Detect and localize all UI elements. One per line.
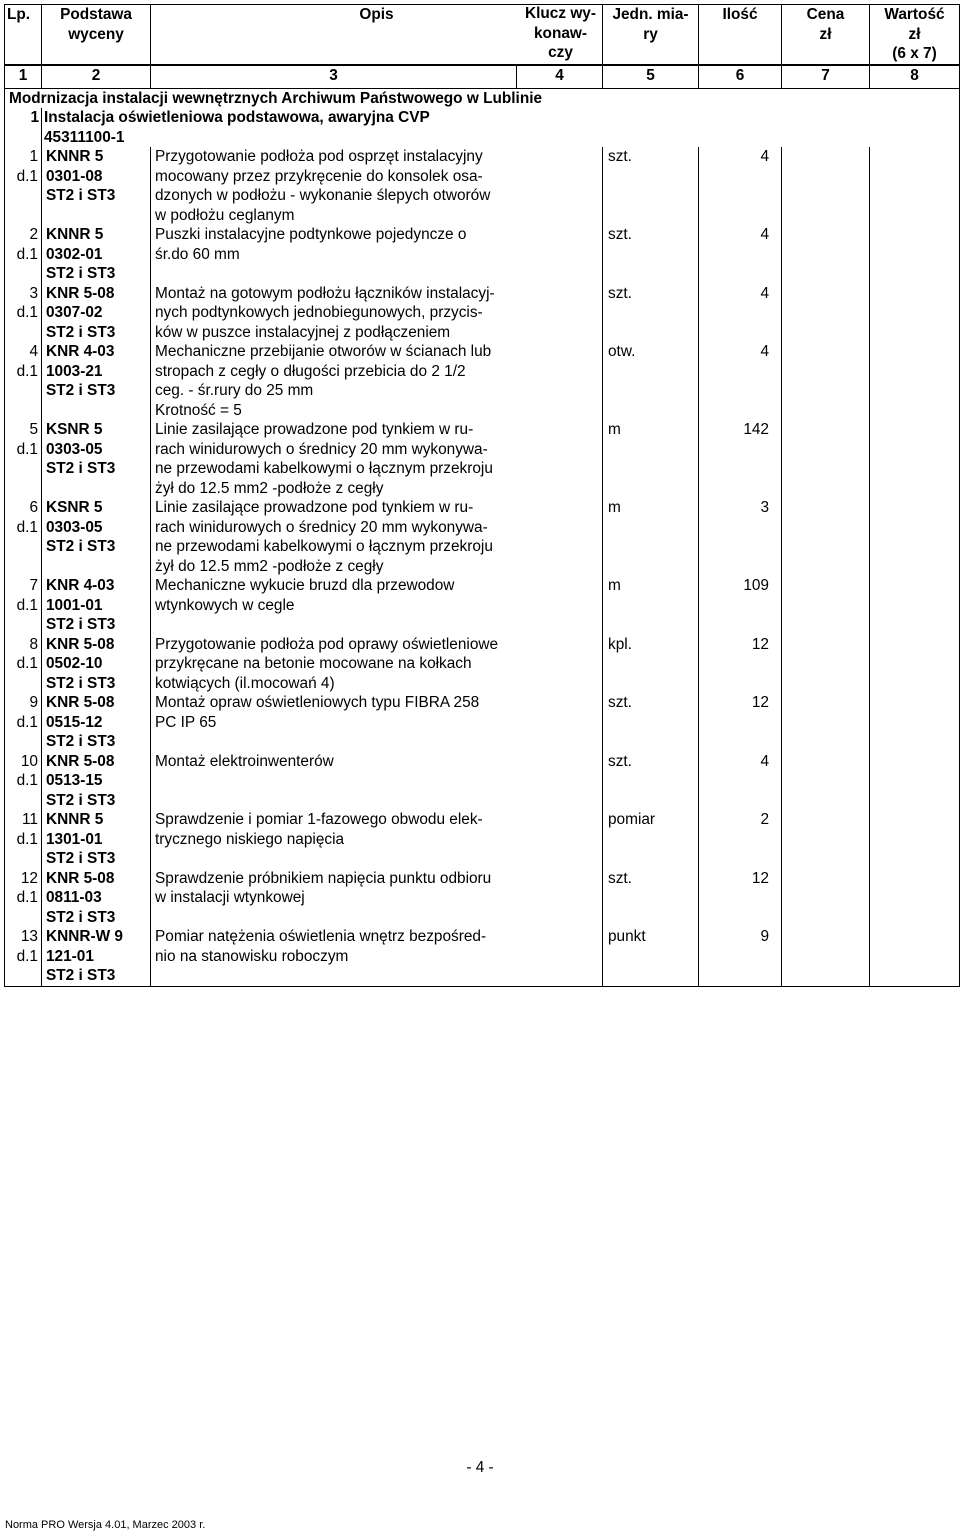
- item-description-line: kotwiących (il.mocowań 4): [155, 674, 335, 692]
- item-value: [870, 693, 960, 752]
- column-number: 6: [699, 65, 782, 88]
- item-quantity-line: 12: [751, 694, 769, 711]
- item-basis: [42, 420, 151, 498]
- item-unit-line: m: [608, 499, 621, 516]
- item-lp-line: [7, 186, 38, 206]
- item-description-line: Montaż opraw oświetleniowych typu FIBRA 258: [155, 694, 480, 711]
- item-lp: [5, 810, 42, 869]
- item-description: [151, 576, 603, 635]
- item-unit: [603, 576, 699, 635]
- item-lp-line: 11: [22, 811, 38, 828]
- item-quantity-line: 142: [743, 421, 769, 438]
- item-quantity-line: 9: [760, 928, 769, 945]
- item-basis: [42, 693, 151, 752]
- item-basis-line: 0303-05: [46, 440, 103, 458]
- item-lp-line: 6: [29, 499, 38, 516]
- item-lp: [5, 869, 42, 928]
- item-lp-line: d.1: [16, 713, 38, 731]
- header-key: Klucz wy- konaw- czy: [525, 5, 596, 61]
- item-lp: [5, 693, 42, 752]
- item-basis-line: KNNR 5: [46, 148, 104, 165]
- item-quantity: [699, 693, 782, 752]
- item-value: [870, 576, 960, 635]
- item-description-line: Pomiar natężenia oświetlenia wnętrz bezpośred-: [155, 928, 487, 945]
- item-basis-line: 0502-10: [46, 655, 103, 672]
- item-lp-line: 5: [29, 421, 38, 438]
- item-basis-line: ST2 i ST3: [46, 850, 116, 867]
- cost-estimate-page: [4, 4, 959, 987]
- item-price: [782, 225, 870, 284]
- item-description-line: Linie zasilające prowadzone pod tynkiem w ru-: [155, 421, 474, 438]
- item-description: [151, 693, 603, 752]
- item-basis: [42, 810, 151, 869]
- item-basis: [42, 342, 151, 420]
- item-lp-line: d.1: [16, 830, 38, 848]
- item-description: [151, 752, 603, 811]
- item-quantity: [699, 576, 782, 635]
- item-quantity: [699, 342, 782, 420]
- column-number: 3: [151, 65, 517, 88]
- item-value: [870, 498, 960, 576]
- table-row: [5, 810, 960, 869]
- item-basis-line: KSNR 5: [46, 499, 103, 516]
- item-basis: [42, 752, 151, 811]
- item-lp-line: d.1: [16, 440, 38, 458]
- item-description-line: wtynkowych w cegle: [155, 596, 295, 614]
- item-value: [870, 752, 960, 811]
- item-lp-line: [7, 908, 38, 928]
- item-description-line: Przygotowanie podłoża pod oprawy oświetleniowe: [155, 635, 499, 653]
- item-description: [151, 342, 603, 420]
- cost-estimate-table: [4, 4, 960, 65]
- item-description-line: rach winidurowych o średnicy 20 mm wykonywa-: [155, 518, 488, 536]
- item-quantity: [699, 869, 782, 928]
- item-description-line: ceg. - śr.rury do 25 mm: [155, 382, 314, 399]
- item-price: [782, 342, 870, 420]
- header-qty: Ilość: [699, 5, 782, 65]
- item-quantity: [699, 420, 782, 498]
- item-unit-line: kpl.: [608, 635, 632, 653]
- item-description-line: w podłożu ceglanym: [155, 206, 295, 224]
- item-description-line: Krotność = 5: [155, 401, 242, 419]
- item-price: [782, 810, 870, 869]
- item-lp: [5, 147, 42, 225]
- page-number: - 4 -: [466, 1459, 494, 1476]
- item-lp-line: 10: [20, 752, 38, 770]
- table-row: [5, 752, 960, 811]
- item-description: [151, 498, 603, 576]
- item-unit: [603, 420, 699, 498]
- item-description-line: śr.do 60 mm: [155, 245, 240, 263]
- column-number: 2: [42, 65, 151, 88]
- item-description-line: ków w puszce instalacyjnej z podłączeniem: [155, 323, 451, 341]
- table-row: [5, 498, 960, 576]
- header-unit: Jedn. mia- ry: [603, 5, 699, 65]
- table-row: [5, 342, 960, 420]
- item-lp-line: 2: [29, 226, 38, 243]
- item-lp-line: d.1: [16, 304, 38, 321]
- item-lp: [5, 342, 42, 420]
- subsection-number: 1: [5, 108, 42, 128]
- item-lp-line: [7, 791, 38, 811]
- item-lp-line: d.1: [16, 596, 38, 614]
- item-description-line: Sprawdzenie próbnikiem napięcia punktu odbioru: [155, 869, 492, 887]
- item-basis-line: ST2 i ST3: [46, 460, 116, 477]
- item-unit: [603, 225, 699, 284]
- item-quantity-line: 4: [760, 284, 769, 302]
- item-value: [870, 342, 960, 420]
- item-lp-line: d.1: [16, 889, 38, 906]
- item-lp-line: d.1: [16, 167, 38, 185]
- item-basis-line: 0302-01: [46, 245, 103, 263]
- item-description-line: nych podtynkowych jednobiegunowych, przycis-: [155, 304, 483, 321]
- column-number: 4: [517, 65, 603, 88]
- item-description-line: dzonych w podłożu - wykonanie ślepych otworów: [155, 187, 491, 204]
- item-description-line: mocowany przez przykręcenie do konsolek osa-: [155, 167, 483, 185]
- item-basis-line: 0303-05: [46, 518, 103, 536]
- item-basis: [42, 869, 151, 928]
- item-description-line: przykręcane na betonie mocowane na kołkach: [155, 655, 472, 672]
- item-quantity: [699, 927, 782, 986]
- item-description-line: Mechaniczne wykucie bruzd dla przewodow: [155, 577, 455, 594]
- item-lp-line: [7, 323, 38, 343]
- item-lp-line: 4: [29, 343, 38, 360]
- table-row: [5, 284, 960, 343]
- item-basis-line: 0513-15: [46, 772, 103, 789]
- item-description-line: żył do 12.5 mm2 -podłoże z cegły: [155, 557, 384, 575]
- item-price: [782, 635, 870, 694]
- item-lp-line: d.1: [16, 362, 38, 380]
- item-quantity-line: 4: [760, 752, 769, 770]
- item-description-line: Mechaniczne przebijanie otworów w ścianach lub: [155, 343, 492, 360]
- item-unit: [603, 498, 699, 576]
- table-row: [5, 693, 960, 752]
- item-description-line: PC IP 65: [155, 713, 217, 731]
- subsection-title-row: [5, 108, 960, 128]
- table-row: [5, 147, 960, 225]
- item-unit: [603, 869, 699, 928]
- item-lp-line: [7, 732, 38, 752]
- item-quantity: [699, 147, 782, 225]
- item-lp: [5, 752, 42, 811]
- item-description-line: Linie zasilające prowadzone pod tynkiem w ru-: [155, 499, 474, 516]
- item-description: [151, 147, 603, 225]
- item-lp-line: d.1: [16, 518, 38, 536]
- item-lp: [5, 225, 42, 284]
- item-description: [151, 635, 603, 694]
- item-quantity: [699, 498, 782, 576]
- footer-text: Norma PRO Wersja 4.01, Marzec 2003 r.: [5, 1519, 206, 1531]
- item-unit: [603, 284, 699, 343]
- item-description-line: Puszki instalacyjne podtynkowe pojedyncze o: [155, 226, 467, 243]
- item-unit-line: szt.: [608, 869, 632, 887]
- item-quantity-line: 12: [751, 635, 769, 653]
- item-basis-line: KNR 4-03: [46, 343, 115, 360]
- item-price: [782, 498, 870, 576]
- item-basis-line: ST2 i ST3: [46, 616, 116, 633]
- item-basis-line: ST2 i ST3: [46, 791, 116, 809]
- item-lp: [5, 284, 42, 343]
- item-basis-line: 0811-03: [46, 889, 102, 906]
- item-lp-line: d.1: [16, 947, 38, 965]
- column-number: 8: [870, 65, 960, 88]
- table-header-row: [5, 5, 960, 65]
- item-unit: [603, 635, 699, 694]
- item-quantity: [699, 810, 782, 869]
- item-description-line: Przygotowanie podłoża pod osprzęt instalacyjny: [155, 148, 483, 165]
- item-description-line: trycznego niskiego napięcia: [155, 830, 345, 848]
- item-unit-line: m: [608, 421, 621, 438]
- item-lp-line: [7, 849, 38, 869]
- item-unit-line: m: [608, 577, 621, 594]
- header-value: Wartość zł (6 x 7): [870, 5, 960, 65]
- item-description: [151, 420, 603, 498]
- item-value: [870, 635, 960, 694]
- item-value: [870, 810, 960, 869]
- item-quantity: [699, 284, 782, 343]
- item-quantity: [699, 752, 782, 811]
- item-description: [151, 869, 603, 928]
- item-unit-line: szt.: [608, 752, 632, 770]
- item-basis-line: KNNR 5: [46, 811, 104, 828]
- item-unit: [603, 927, 699, 986]
- table-row: [5, 927, 960, 986]
- item-description: [151, 810, 603, 869]
- item-price: [782, 576, 870, 635]
- column-numbers-row: [5, 65, 960, 88]
- item-lp-line: [7, 674, 38, 694]
- item-basis-line: ST2 i ST3: [46, 323, 116, 341]
- item-description-line: żył do 12.5 mm2 -podłoże z cegły: [155, 479, 384, 497]
- item-lp-line: 8: [29, 635, 38, 653]
- item-quantity-line: 4: [760, 343, 769, 360]
- item-lp-line: 1: [29, 148, 38, 165]
- item-value: [870, 420, 960, 498]
- item-basis-line: KNNR 5: [46, 226, 104, 243]
- item-quantity-line: 3: [760, 499, 769, 516]
- item-unit: [603, 810, 699, 869]
- item-value: [870, 147, 960, 225]
- item-unit: [603, 693, 699, 752]
- item-basis: [42, 576, 151, 635]
- item-lp: [5, 927, 42, 986]
- table-row: [5, 635, 960, 694]
- item-basis: [42, 927, 151, 986]
- item-description: [151, 927, 603, 986]
- item-quantity-line: 109: [743, 577, 769, 594]
- item-basis-line: ST2 i ST3: [46, 382, 116, 399]
- item-basis-line: 1003-21: [46, 362, 103, 380]
- item-basis-line: KNR 5-08: [46, 284, 115, 302]
- table-row: [5, 420, 960, 498]
- item-price: [782, 420, 870, 498]
- items-body: [5, 147, 960, 986]
- item-unit: [603, 342, 699, 420]
- item-basis-line: ST2 i ST3: [46, 967, 116, 984]
- header-basis: Podstawa wyceny: [42, 5, 151, 65]
- header-lp: Lp.: [5, 5, 42, 65]
- item-description-line: ne przewodami kabelkowymi o łącznym przekroju: [155, 460, 493, 477]
- item-lp-line: [7, 966, 38, 986]
- item-lp-line: [7, 264, 38, 284]
- item-price: [782, 147, 870, 225]
- item-basis-line: 0307-02: [46, 304, 103, 321]
- item-unit: [603, 147, 699, 225]
- item-description-line: Sprawdzenie i pomiar 1-fazowego obwodu elek-: [155, 811, 483, 828]
- item-basis: [42, 498, 151, 576]
- item-description: [151, 284, 603, 343]
- section-title: Modrnizacja instalacji wewnętrznych Archiwum Państwowego w Lublinie: [5, 88, 960, 108]
- item-lp-line: [7, 381, 38, 401]
- item-price: [782, 927, 870, 986]
- item-basis-line: KNR 4-03: [46, 577, 115, 594]
- item-lp-line: 12: [20, 869, 38, 887]
- item-basis-line: ST2 i ST3: [46, 908, 116, 926]
- column-number: 7: [782, 65, 870, 88]
- item-unit-line: szt.: [608, 148, 632, 165]
- item-basis-line: KNR 5-08: [46, 752, 115, 770]
- header-desc: Opis Klucz wy- konaw- czy: [151, 5, 603, 65]
- item-value: [870, 927, 960, 986]
- item-basis-line: KNR 5-08: [46, 869, 115, 887]
- header-price: Cena zł: [782, 5, 870, 65]
- item-unit: [603, 752, 699, 811]
- subsection-code: 45311100-1: [42, 128, 960, 148]
- item-price: [782, 693, 870, 752]
- item-unit-line: punkt: [608, 928, 646, 945]
- item-unit-line: szt.: [608, 226, 632, 243]
- item-description-line: Montaż elektroinwenterów: [155, 752, 334, 770]
- item-value: [870, 225, 960, 284]
- item-lp-line: [7, 615, 38, 635]
- item-quantity-line: 2: [760, 811, 769, 828]
- item-unit-line: otw.: [608, 343, 636, 360]
- item-description-line: rach winidurowych o średnicy 20 mm wykonywa-: [155, 440, 488, 458]
- item-basis-line: KNR 5-08: [46, 694, 115, 711]
- item-description-line: ne przewodami kabelkowymi o łącznym przekroju: [155, 538, 493, 555]
- item-basis-line: ST2 i ST3: [46, 538, 116, 555]
- item-lp: [5, 498, 42, 576]
- item-basis-line: ST2 i ST3: [46, 187, 116, 204]
- item-lp: [5, 576, 42, 635]
- item-lp-line: 13: [20, 928, 38, 945]
- item-value: [870, 869, 960, 928]
- item-basis: [42, 147, 151, 225]
- item-lp-line: [7, 537, 38, 557]
- item-basis-line: KNNR-W 9: [46, 928, 123, 945]
- item-basis-line: KNR 5-08: [46, 635, 115, 653]
- item-price: [782, 284, 870, 343]
- item-quantity-line: 12: [751, 869, 769, 887]
- item-lp-line: [7, 459, 38, 479]
- item-lp: [5, 635, 42, 694]
- table-row: [5, 869, 960, 928]
- subsection-title: Instalacja oświetleniowa podstawowa, awaryjna CVP: [42, 108, 960, 128]
- item-basis: [42, 635, 151, 694]
- item-basis-line: 0301-08: [46, 167, 103, 185]
- item-description-line: stropach z cegły o długości przebicia do 2 1/2: [155, 362, 466, 380]
- item-unit-line: pomiar: [608, 811, 656, 828]
- item-basis-line: ST2 i ST3: [46, 674, 116, 692]
- item-quantity-line: 4: [760, 226, 769, 243]
- item-description-line: nio na stanowisku roboczym: [155, 947, 349, 965]
- item-basis-line: ST2 i ST3: [46, 733, 116, 750]
- subsection-code-row: [5, 128, 960, 148]
- section-title-row: [5, 88, 960, 108]
- item-lp-line: d.1: [16, 772, 38, 789]
- item-basis-line: 121-01: [46, 947, 94, 965]
- item-lp-line: 7: [29, 577, 38, 594]
- item-basis-line: ST2 i ST3: [46, 265, 116, 282]
- item-description-line: Montaż na gotowym podłożu łączników instalacyj-: [155, 284, 495, 302]
- item-description-line: w instalacji wtynkowej: [155, 889, 305, 906]
- item-description: [151, 225, 603, 284]
- column-number: 1: [5, 65, 42, 88]
- item-lp-line: d.1: [16, 655, 38, 672]
- item-basis-line: 1301-01: [46, 830, 103, 848]
- item-basis-line: KSNR 5: [46, 421, 103, 438]
- column-number: 5: [603, 65, 699, 88]
- item-value: [870, 284, 960, 343]
- item-price: [782, 752, 870, 811]
- item-basis: [42, 225, 151, 284]
- cost-estimate-body: [4, 65, 960, 987]
- item-quantity: [699, 635, 782, 694]
- item-lp-line: d.1: [16, 245, 38, 263]
- item-basis: [42, 284, 151, 343]
- item-quantity-line: 4: [760, 148, 769, 165]
- table-row: [5, 225, 960, 284]
- item-quantity: [699, 225, 782, 284]
- item-price: [782, 869, 870, 928]
- item-unit-line: szt.: [608, 694, 632, 711]
- item-unit-line: szt.: [608, 284, 632, 302]
- item-lp-line: 3: [29, 284, 38, 302]
- item-lp: [5, 420, 42, 498]
- table-row: [5, 576, 960, 635]
- item-basis-line: 0515-12: [46, 713, 103, 731]
- item-basis-line: 1001-01: [46, 596, 103, 614]
- item-lp-line: 9: [29, 694, 38, 711]
